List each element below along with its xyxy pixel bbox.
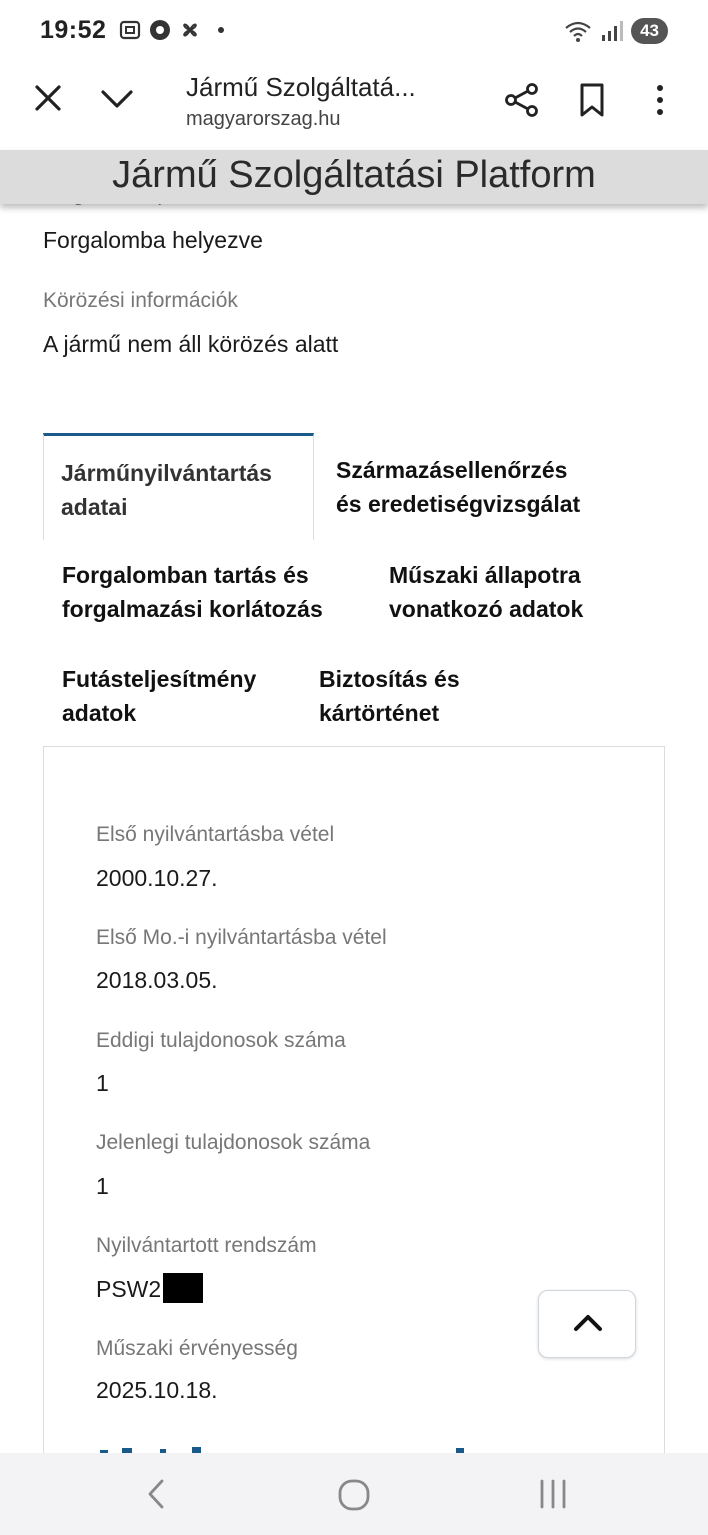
field-label-rendszam: Nyilvántartott rendszám xyxy=(96,1234,317,1257)
tab-panel-jarmunyilvantartas xyxy=(43,746,665,1466)
field-value-korozesi-informaciok: A jármű nem áll körözés alatt xyxy=(43,331,339,357)
tab-forgalomban-tartas[interactable]: Forgalomban tartás és forgalmazási korlátozás xyxy=(62,562,323,622)
field-value-elso-mo-nyilvantartas: 2018.03.05. xyxy=(96,967,218,993)
field-label-elso-nyilvantartas: Első nyilvántartásba vétel xyxy=(96,823,335,846)
more-notifications-dot xyxy=(218,27,224,33)
status-bar xyxy=(0,0,708,64)
chevron-up-icon xyxy=(572,1311,604,1335)
close-icon[interactable] xyxy=(32,82,64,114)
tab-label: Járműnyilvántartás adatai xyxy=(61,460,272,520)
field-value-rendszam: PSW2 xyxy=(96,1273,203,1303)
tab-jarmunyilvantartas[interactable] xyxy=(43,433,314,540)
recent-apps-icon[interactable] xyxy=(536,1477,570,1511)
field-value-elso-nyilvantartas: 2000.10.27. xyxy=(96,865,218,891)
media-play-icon xyxy=(148,18,172,42)
browser-page-title: Jármű Szolgáltatá... xyxy=(186,72,416,102)
redaction-block xyxy=(163,1273,203,1303)
more-options-icon[interactable] xyxy=(650,82,670,118)
field-label-korozesi-informaciok: Körözési információk xyxy=(43,289,238,312)
chevron-down-icon[interactable] xyxy=(100,84,134,114)
field-label-jelenlegi-tulajdonosok: Jelenlegi tulajdonosok száma xyxy=(96,1131,371,1154)
page-header-title: Jármű Szolgáltatási Platform xyxy=(112,154,596,196)
back-icon[interactable] xyxy=(140,1477,172,1511)
tab-muszaki-allapot[interactable]: Műszaki állapotra vonatkozó adatok xyxy=(389,562,584,622)
scroll-to-top-button[interactable] xyxy=(538,1290,636,1358)
browser-toolbar xyxy=(0,64,708,150)
bookmark-icon[interactable] xyxy=(578,82,606,118)
home-icon[interactable] xyxy=(336,1477,372,1513)
field-label-elso-mo-nyilvantartas: Első Mo.-i nyilvántartásba vétel xyxy=(96,926,387,949)
tab-futasteljesitmeny[interactable]: Futásteljesítmény adatok xyxy=(62,666,257,726)
signal-icon xyxy=(601,20,623,42)
system-navigation-bar xyxy=(0,1453,708,1535)
field-label-eddigi-tulajdonosok: Eddigi tulajdonosok száma xyxy=(96,1029,346,1052)
share-icon[interactable] xyxy=(504,82,540,118)
system-status xyxy=(563,18,668,44)
screenshot-icon xyxy=(118,18,142,42)
wifi-icon xyxy=(563,19,593,43)
field-value-jelenlegi-tulajdonosok: 1 xyxy=(96,1173,109,1199)
field-value-eddigi-tulajdonosok: 1 xyxy=(96,1070,109,1096)
page-header xyxy=(0,150,708,204)
fan-app-icon xyxy=(178,18,202,42)
battery-level: 43 xyxy=(631,18,668,44)
tab-biztositas[interactable]: Biztosítás és kártörténet xyxy=(319,666,460,726)
browser-url[interactable]: magyarorszag.hu xyxy=(186,108,341,130)
notification-icons xyxy=(118,18,224,42)
tab-szarmazasellenorzes[interactable]: Származásellenőrzés és eredetiségvizsgálat xyxy=(336,457,581,517)
field-value-forgalmi-allapot: Forgalomba helyezve xyxy=(43,227,263,253)
field-label-muszaki-ervenyesseg: Műszaki érvényesség xyxy=(96,1337,298,1360)
status-time: 19:52 xyxy=(40,16,107,44)
field-value-muszaki-ervenyesseg: 2025.10.18. xyxy=(96,1377,218,1403)
